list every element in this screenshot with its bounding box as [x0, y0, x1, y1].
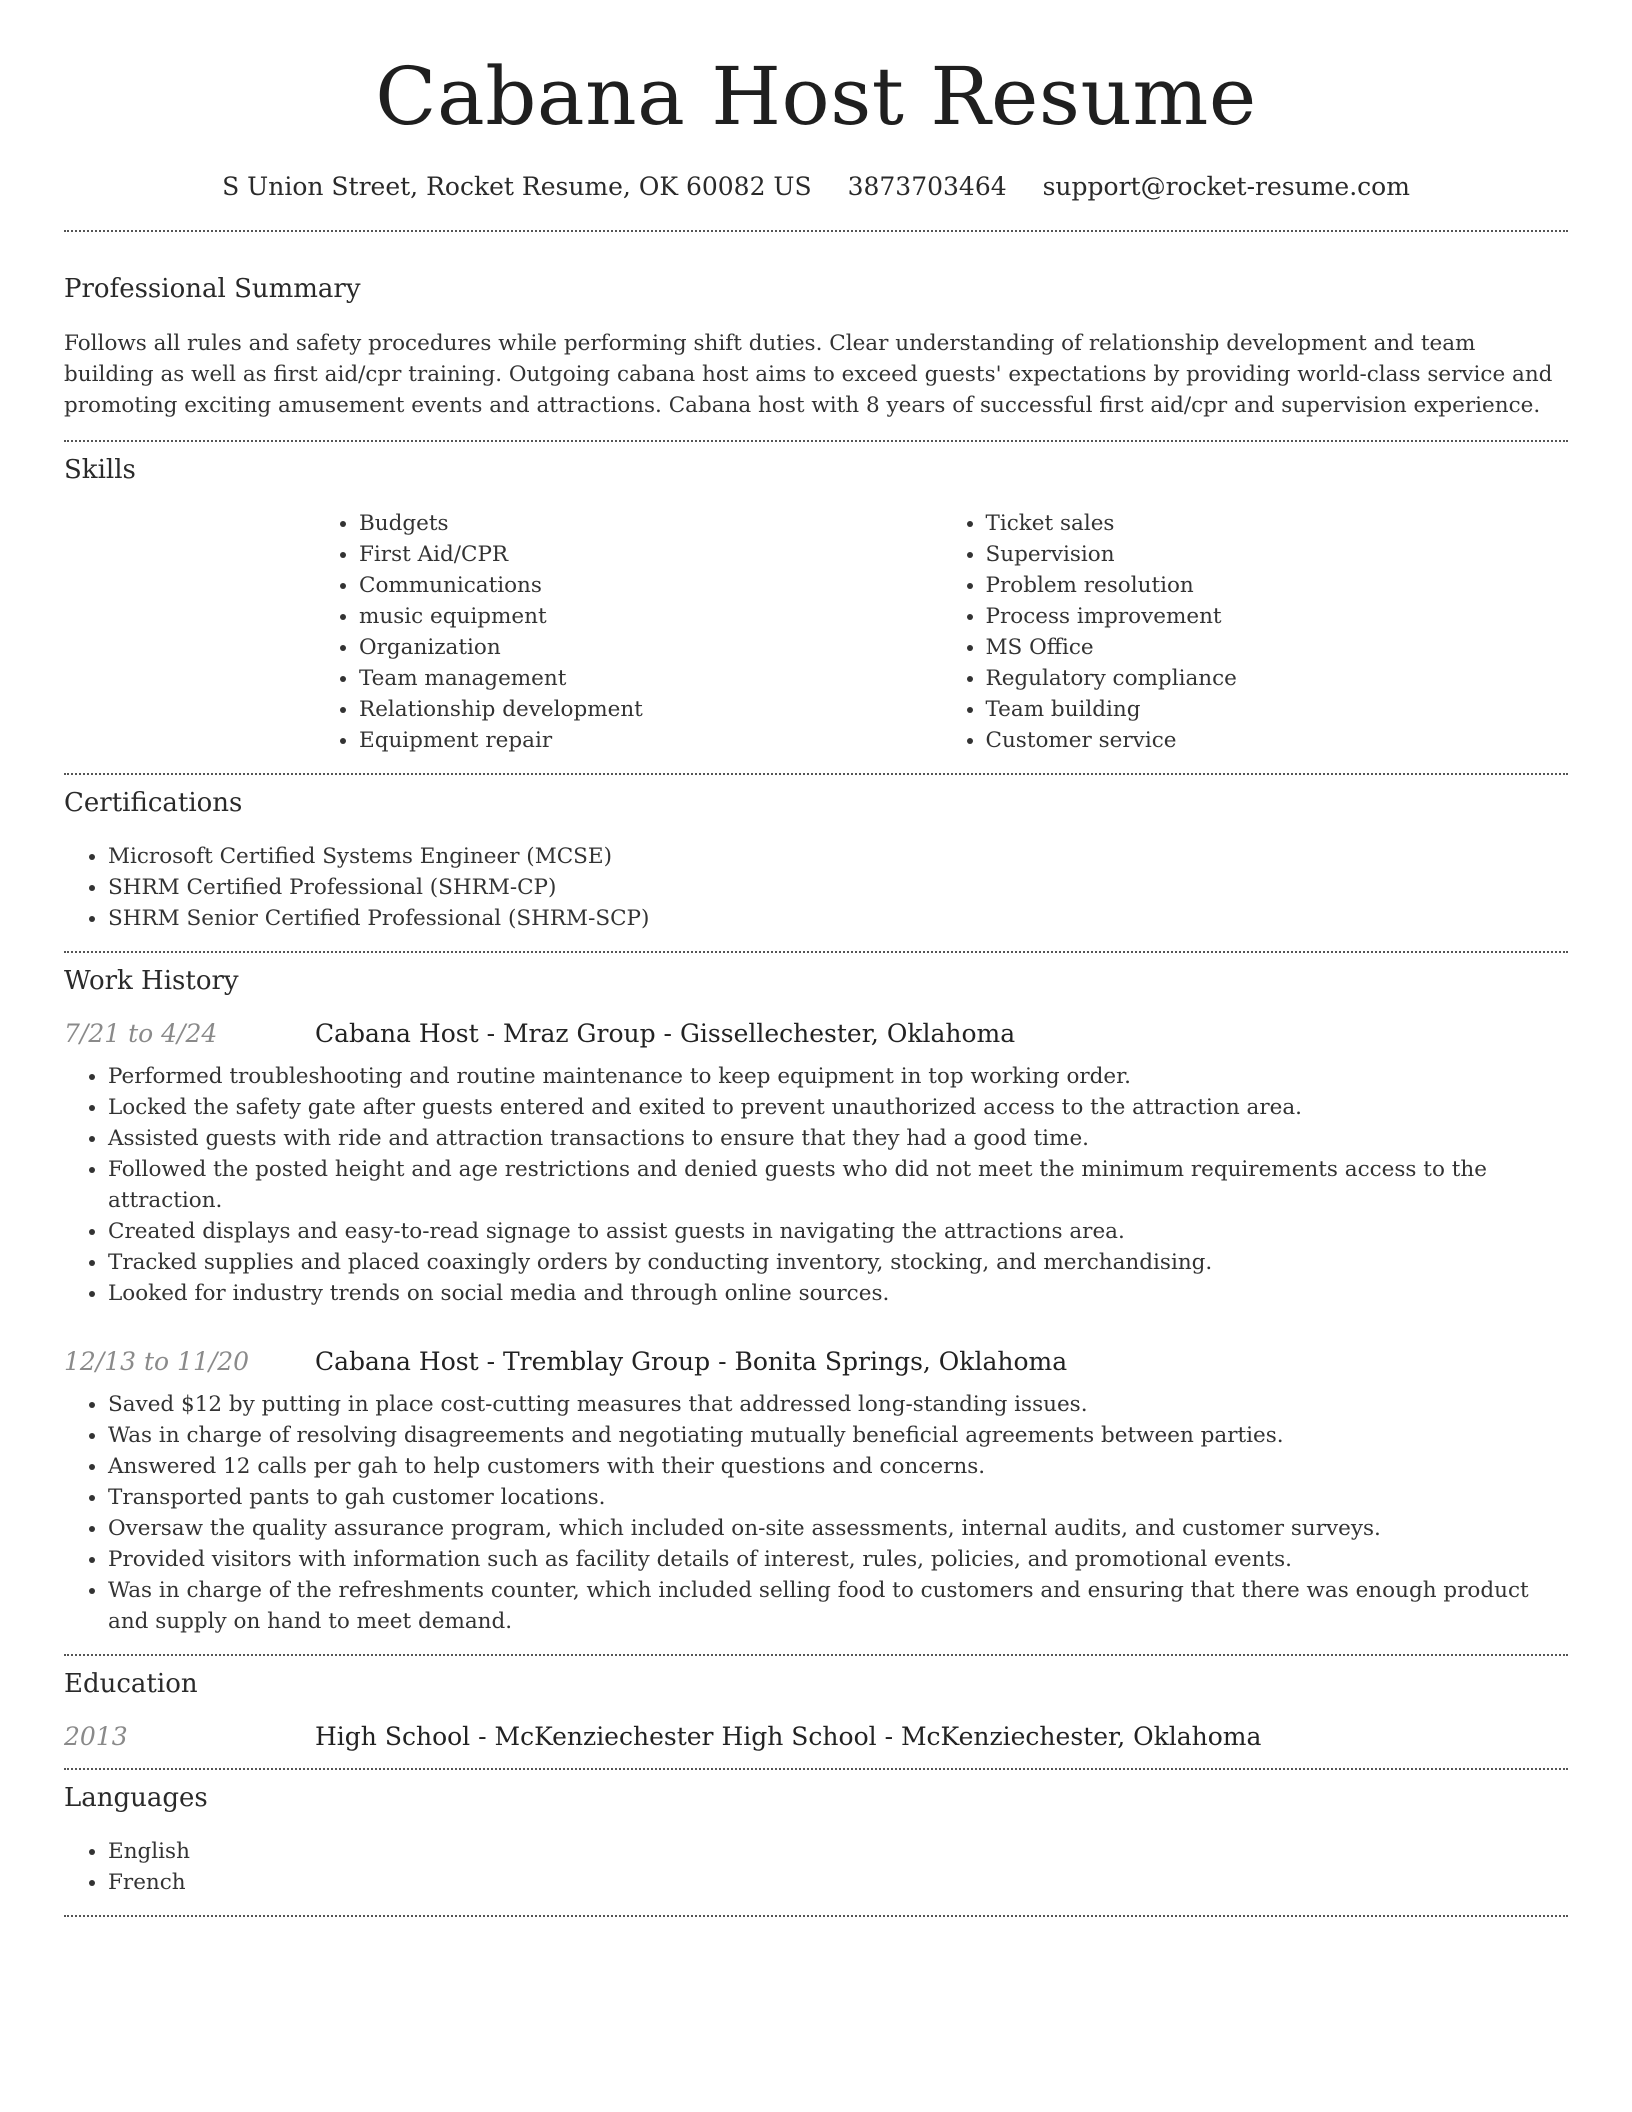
languages-heading: Languages — [64, 1783, 208, 1813]
email: support@rocket-resume.com — [1042, 172, 1410, 201]
skills-heading: Skills — [64, 455, 136, 485]
skill-item: • Process improvement — [986, 601, 1569, 632]
education-heading: Education — [64, 1669, 198, 1699]
skill-item: • MS Office — [986, 632, 1569, 663]
education-year: 2013 — [64, 1722, 128, 1751]
divider — [64, 230, 1568, 232]
education-entry — [64, 1722, 1568, 1751]
work-heading: Work History — [64, 966, 239, 996]
skill-item: • Regulatory compliance — [986, 663, 1569, 694]
job-title: Cabana Host - Mraz Group - Gissellechester, Oklahoma — [315, 1019, 1016, 1048]
job-bullets — [64, 1389, 1568, 1637]
phone: 3873703464 — [847, 172, 1007, 201]
languages-list — [64, 1836, 1568, 1898]
job-bullet: • Followed the posted height and age restrictions and denied guests who did not meet the minimum requirements access to the attraction. — [108, 1154, 1568, 1216]
divider — [64, 440, 1568, 442]
skill-item: • First Aid/CPR — [359, 539, 942, 570]
skill-item: • Budgets — [359, 508, 942, 539]
skills-section — [64, 454, 1568, 756]
certifications-heading: Certifications — [64, 788, 243, 818]
address: S Union Street, Rocket Resume, OK 60082 US — [222, 172, 812, 201]
divider — [64, 1915, 1568, 1917]
skill-item: • Supervision — [986, 539, 1569, 570]
skill-item: • Organization — [359, 632, 942, 663]
certifications-list — [64, 841, 1568, 934]
contact-line — [64, 172, 1568, 202]
skills-right-list — [942, 508, 1569, 756]
skill-item: • Customer service — [986, 725, 1569, 756]
certifications-section — [64, 787, 1568, 934]
skill-item: • Equipment repair — [359, 725, 942, 756]
divider — [64, 1768, 1568, 1770]
job-bullet: • Created displays and easy-to-read signage to assist guests in navigating the attractions area. — [108, 1216, 1568, 1247]
summary-text: Follows all rules and safety procedures while performing shift duties. Clear understanding of relationship development and team building as well as first aid/cpr training. Outgoing cabana host aims to exceed guests' expectations by providing world-class service and promoting exciting amusement events and attractions. Cabana host with 8 years of successful first aid/cpr and supervision experience. — [64, 331, 1553, 418]
skill-item: • Team management — [359, 663, 942, 694]
skill-item: • music equipment — [359, 601, 942, 632]
job-header — [64, 1019, 1568, 1048]
skill-item: • Problem resolution — [986, 570, 1569, 601]
summary-section — [64, 273, 1568, 421]
certification-item: • Microsoft Certified Systems Engineer (MCSE) — [108, 841, 1568, 872]
languages-section — [64, 1782, 1568, 1898]
job-dates: 12/13 to 11/20 — [64, 1347, 250, 1376]
skill-item: • Communications — [359, 570, 942, 601]
divider — [64, 951, 1568, 953]
skill-item: • Relationship development — [359, 694, 942, 725]
job-bullet: • Answered 12 calls per gah to help customers with their questions and concerns. — [108, 1451, 1568, 1482]
job-bullet: • Provided visitors with information such as facility details of interest, rules, policies, and promotional events. — [108, 1544, 1568, 1575]
job-bullet: • Locked the safety gate after guests entered and exited to prevent unauthorized access to the attraction area. — [108, 1092, 1568, 1123]
education-title: High School - McKenziechester High School - McKenziechester, Oklahoma — [315, 1722, 1262, 1751]
skill-item: • Ticket sales — [986, 508, 1569, 539]
divider — [64, 1654, 1568, 1656]
divider — [64, 773, 1568, 775]
job-dates: 7/21 to 4/24 — [64, 1019, 218, 1048]
resume-title: Cabana Host Resume — [375, 50, 1257, 143]
language-item: • English — [108, 1836, 1568, 1867]
skills-grid — [315, 508, 1568, 756]
job-bullet: • Was in charge of resolving disagreements and negotiating mutually beneficial agreements between parties. — [108, 1420, 1568, 1451]
job-bullets — [64, 1061, 1568, 1309]
certification-item: • SHRM Senior Certified Professional (SHRM-SCP) — [108, 903, 1568, 934]
skills-left-list — [315, 508, 942, 756]
job-bullet: • Assisted guests with ride and attraction transactions to ensure that they had a good time. — [108, 1123, 1568, 1154]
certification-item: • SHRM Certified Professional (SHRM-CP) — [108, 872, 1568, 903]
summary-heading: Professional Summary — [64, 274, 361, 304]
education-section — [64, 1668, 1568, 1751]
job-entry — [64, 1347, 1568, 1637]
language-item: • French — [108, 1867, 1568, 1898]
job-bullet: • Saved $12 by putting in place cost-cutting measures that addressed long-standing issues. — [108, 1389, 1568, 1420]
job-entry — [64, 1019, 1568, 1309]
job-header — [64, 1347, 1568, 1376]
job-bullet: • Tracked supplies and placed coaxingly orders by conducting inventory, stocking, and merchandising. — [108, 1247, 1568, 1278]
skill-item: • Team building — [986, 694, 1569, 725]
job-bullet: • Performed troubleshooting and routine maintenance to keep equipment in top working order. — [108, 1061, 1568, 1092]
job-bullet: • Oversaw the quality assurance program, which included on-site assessments, internal audits, and customer surveys. — [108, 1513, 1568, 1544]
job-bullet: • Transported pants to gah customer locations. — [108, 1482, 1568, 1513]
job-bullet: • Looked for industry trends on social media and through online sources. — [108, 1278, 1568, 1309]
job-title: Cabana Host - Tremblay Group - Bonita Springs, Oklahoma — [315, 1347, 1068, 1376]
job-bullet: • Was in charge of the refreshments counter, which included selling food to customers and ensuring that there was enough product and supply on hand to meet demand. — [108, 1575, 1568, 1637]
work-section — [64, 965, 1568, 1637]
